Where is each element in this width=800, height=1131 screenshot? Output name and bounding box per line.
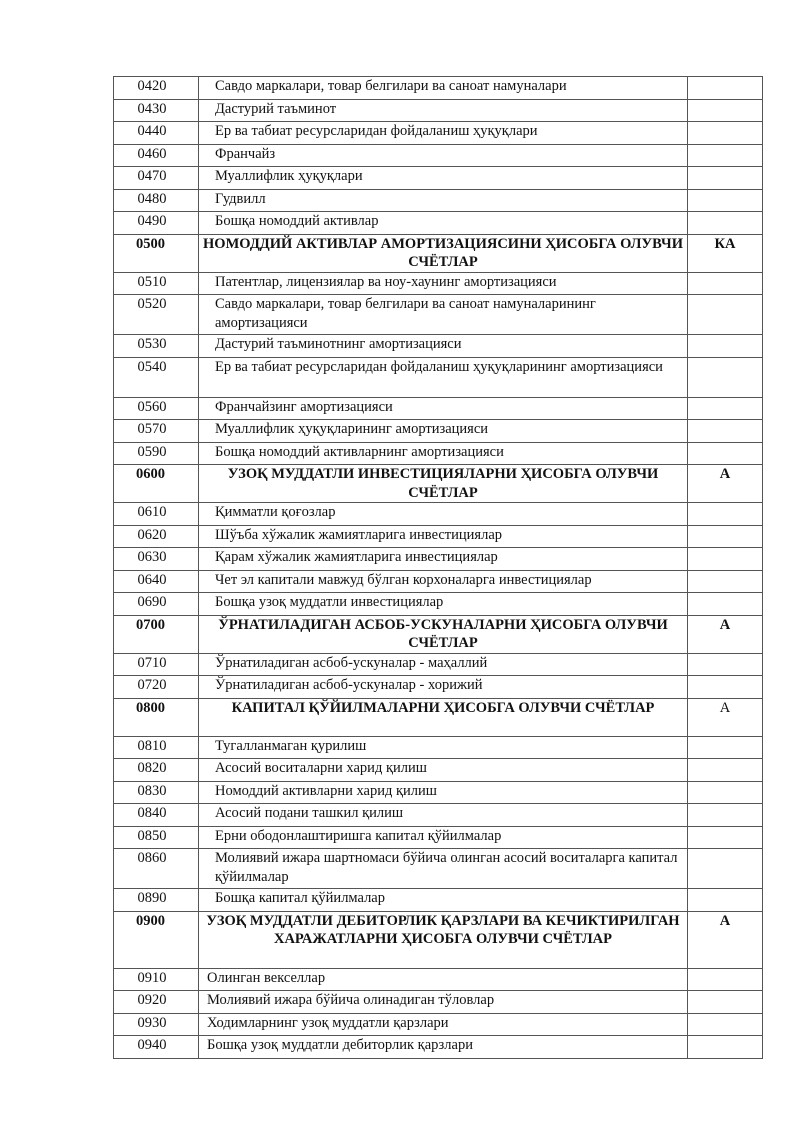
account-name: Франчайзинг амортизацияси: [199, 397, 688, 420]
section-title: НОМОДДИЙ АКТИВЛАР АМОРТИЗАЦИЯСИНИ ҲИСОБГА ОЛУВЧИ СЧЁТЛАР: [199, 234, 688, 272]
section-header-row: [114, 234, 763, 272]
account-type: [688, 144, 763, 167]
section-code: 0500: [114, 234, 199, 272]
account-code: 0920: [114, 991, 199, 1014]
account-code: 0470: [114, 167, 199, 190]
account-type: [688, 736, 763, 759]
table-row: [114, 272, 763, 295]
section-type: А: [688, 698, 763, 736]
account-name: Асосий подани ташкил қилиш: [199, 804, 688, 827]
account-name: Франчайз: [199, 144, 688, 167]
account-type: [688, 991, 763, 1014]
section-code: 0800: [114, 698, 199, 736]
account-code: 0820: [114, 759, 199, 782]
table-row: [114, 889, 763, 912]
account-type: [688, 804, 763, 827]
section-type: КА: [688, 234, 763, 272]
table-row: [114, 548, 763, 571]
account-code: 0570: [114, 420, 199, 443]
table-row: [114, 1013, 763, 1036]
table-row: [114, 759, 763, 782]
account-code: 0940: [114, 1036, 199, 1059]
account-code: 0560: [114, 397, 199, 420]
table-row: [114, 736, 763, 759]
section-title: УЗОҚ МУДДАТЛИ ДЕБИТОРЛИК ҚАРЗЛАРИ ВА КЕЧИКТИРИЛГАН ХАРАЖАТЛАРНИ ҲИСОБГА ОЛУВЧИ СЧЁТЛАР: [199, 911, 688, 968]
section-header-row: [114, 465, 763, 503]
table-row: [114, 212, 763, 235]
account-name: Муаллифлик ҳуқуқлари: [199, 167, 688, 190]
account-code: 0930: [114, 1013, 199, 1036]
account-type: [688, 1013, 763, 1036]
table-row: [114, 653, 763, 676]
table-row: [114, 503, 763, 526]
account-type: [688, 676, 763, 699]
account-code: 0810: [114, 736, 199, 759]
account-name: Олинган векселлар: [199, 968, 688, 991]
account-name: Бошқа номоддий активлар: [199, 212, 688, 235]
section-title: КАПИТАЛ ҚЎЙИЛМАЛАРНИ ҲИСОБГА ОЛУВЧИ СЧЁТЛАР: [199, 698, 688, 736]
account-code: 0540: [114, 357, 199, 397]
account-name: Ўрнатиладиган асбоб-ускуналар - маҳаллий: [199, 653, 688, 676]
table-row: [114, 295, 763, 335]
account-name: Савдо маркалари, товар белгилари ва саноат намуналари: [199, 77, 688, 100]
account-type: [688, 122, 763, 145]
account-name: Молиявий ижара бўйича олинадиган тўловлар: [199, 991, 688, 1014]
table-row: [114, 420, 763, 443]
table-row: [114, 397, 763, 420]
table-row: [114, 335, 763, 358]
section-code: 0900: [114, 911, 199, 968]
account-name: Ерни ободонлаштиришга капитал қўйилмалар: [199, 826, 688, 849]
section-header-row: [114, 911, 763, 968]
section-type: А: [688, 615, 763, 653]
section-header-row: [114, 698, 763, 736]
account-name: Дастурий таъминот: [199, 99, 688, 122]
table-row: [114, 593, 763, 616]
account-code: 0640: [114, 570, 199, 593]
account-name: Бошқа узоқ муддатли инвестициялар: [199, 593, 688, 616]
account-code: 0490: [114, 212, 199, 235]
account-name: Бошқа номоддий активларнинг амортизацияси: [199, 442, 688, 465]
account-name: Тугалланмаган қурилиш: [199, 736, 688, 759]
account-name: Қарам хўжалик жамиятларига инвестициялар: [199, 548, 688, 571]
account-type: [688, 570, 763, 593]
section-title: ЎРНАТИЛАДИГАН АСБОБ-УСКУНАЛАРНИ ҲИСОБГА ОЛУВЧИ СЧЁТЛАР: [199, 615, 688, 653]
account-name: Асосий воситаларни харид қилиш: [199, 759, 688, 782]
account-type: [688, 503, 763, 526]
account-type: [688, 968, 763, 991]
account-name: Гудвилл: [199, 189, 688, 212]
account-type: [688, 759, 763, 782]
table-row: [114, 676, 763, 699]
account-type: [688, 295, 763, 335]
account-type: [688, 548, 763, 571]
account-type: [688, 99, 763, 122]
table-row: [114, 849, 763, 889]
account-type: [688, 653, 763, 676]
account-code: 0710: [114, 653, 199, 676]
table-row: [114, 570, 763, 593]
section-header-row: [114, 615, 763, 653]
account-type: [688, 1036, 763, 1059]
account-type: [688, 420, 763, 443]
account-code: 0850: [114, 826, 199, 849]
account-code: 0420: [114, 77, 199, 100]
table-row: [114, 826, 763, 849]
account-code: 0630: [114, 548, 199, 571]
table-row: [114, 122, 763, 145]
account-type: [688, 189, 763, 212]
section-title: УЗОҚ МУДДАТЛИ ИНВЕСТИЦИЯЛАРНИ ҲИСОБГА ОЛУВЧИ СЧЁТЛАР: [199, 465, 688, 503]
section-code: 0600: [114, 465, 199, 503]
account-type: [688, 889, 763, 912]
account-code: 0720: [114, 676, 199, 699]
table-row: [114, 144, 763, 167]
account-name: Ўрнатиладиган асбоб-ускуналар - хорижий: [199, 676, 688, 699]
table-row: [114, 804, 763, 827]
account-name: Бошқа капитал қўйилмалар: [199, 889, 688, 912]
account-code: 0590: [114, 442, 199, 465]
account-code: 0890: [114, 889, 199, 912]
account-code: 0440: [114, 122, 199, 145]
account-type: [688, 272, 763, 295]
account-type: [688, 826, 763, 849]
account-code: 0430: [114, 99, 199, 122]
account-code: 0910: [114, 968, 199, 991]
section-code: 0700: [114, 615, 199, 653]
table-row: [114, 189, 763, 212]
account-type: [688, 781, 763, 804]
account-name: Ер ва табиат ресурсларидан фойдаланиш ҳуқуқлари: [199, 122, 688, 145]
account-code: 0520: [114, 295, 199, 335]
account-code: 0830: [114, 781, 199, 804]
account-code: 0690: [114, 593, 199, 616]
table-row: [114, 991, 763, 1014]
account-type: [688, 77, 763, 100]
account-code: 0480: [114, 189, 199, 212]
account-code: 0620: [114, 525, 199, 548]
account-name: Ер ва табиат ресурсларидан фойдаланиш ҳуқуқларининг амортизацияси: [199, 357, 688, 397]
account-code: 0860: [114, 849, 199, 889]
account-type: [688, 357, 763, 397]
table-row: [114, 442, 763, 465]
table-row: [114, 167, 763, 190]
account-type: [688, 442, 763, 465]
account-type: [688, 212, 763, 235]
accounts-table: [113, 76, 763, 1059]
account-code: 0530: [114, 335, 199, 358]
account-name: Чет эл капитали мавжуд бўлган корхоналарга инвестициялар: [199, 570, 688, 593]
table-row: [114, 357, 763, 397]
account-type: [688, 525, 763, 548]
account-type: [688, 397, 763, 420]
table-row: [114, 77, 763, 100]
account-name: Молиявий ижара шартномаси бўйича олинган асосий воситаларга капитал қўйилмалар: [199, 849, 688, 889]
account-code: 0510: [114, 272, 199, 295]
account-name: Номоддий активларни харид қилиш: [199, 781, 688, 804]
section-type: А: [688, 911, 763, 968]
table-row: [114, 99, 763, 122]
account-name: Ходимларнинг узоқ муддатли қарзлари: [199, 1013, 688, 1036]
account-type: [688, 593, 763, 616]
account-code: 0460: [114, 144, 199, 167]
table-row: [114, 1036, 763, 1059]
table-row: [114, 781, 763, 804]
account-name: Дастурий таъминотнинг амортизацияси: [199, 335, 688, 358]
account-code: 0610: [114, 503, 199, 526]
account-name: Бошқа узоқ муддатли дебиторлик қарзлари: [199, 1036, 688, 1059]
account-name: Муаллифлик ҳуқуқларининг амортизацияси: [199, 420, 688, 443]
account-name: Савдо маркалари, товар белгилари ва саноат намуналарининг амортизацияси: [199, 295, 688, 335]
account-type: [688, 167, 763, 190]
account-name: Шўъба хўжалик жамиятларига инвестициялар: [199, 525, 688, 548]
section-type: А: [688, 465, 763, 503]
table-row: [114, 525, 763, 548]
account-type: [688, 335, 763, 358]
table-row: [114, 968, 763, 991]
account-type: [688, 849, 763, 889]
account-name: Қимматли қоғозлар: [199, 503, 688, 526]
account-code: 0840: [114, 804, 199, 827]
account-name: Патентлар, лицензиялар ва ноу-хаунинг амортизацияси: [199, 272, 688, 295]
